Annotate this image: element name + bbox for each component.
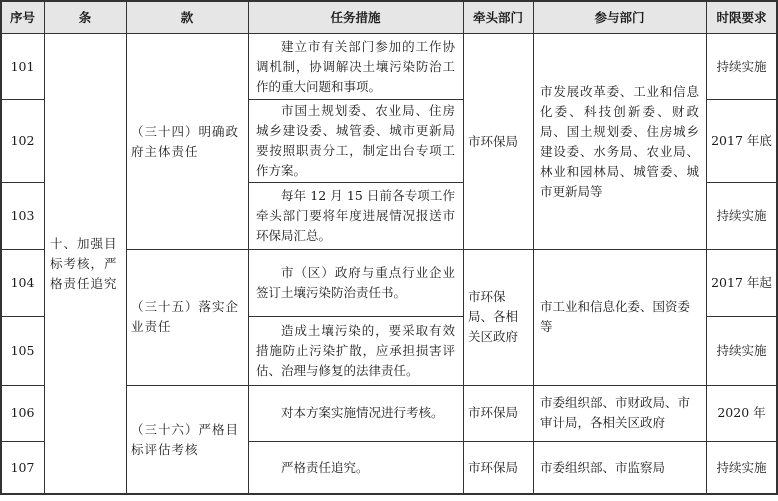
participants-106: 市委组织部、市财政局、市审计局，各相关区政府 [540, 395, 691, 430]
row-line-102-b [248, 182, 464, 183]
row-line-105-b [126, 385, 778, 386]
header-task: 任务措施 [248, 1, 463, 34]
task-104: 市（区）政府与重点行业企业签订土壤污染防治责任书。 [256, 264, 455, 300]
row-no-107: 107 [10, 459, 35, 475]
row-no-101: 101 [10, 58, 35, 74]
col-line-5 [533, 0, 534, 495]
row-no-103: 103 [10, 207, 35, 223]
deadline-107: 持续实施 [716, 459, 767, 475]
row-line-105-a [0, 385, 45, 386]
clause-34: （三十四）明确政府主体责任 [131, 123, 240, 159]
deadline-102: 2017 年底 [711, 132, 772, 148]
lead-group-2: 市环保局、各相关区政府 [468, 289, 519, 344]
row-line-104-a [0, 316, 45, 317]
header-participants: 参与部门 [533, 1, 706, 34]
task-107: 严格责任追究。 [281, 459, 369, 475]
participants-group-2: 市工业和信息化委、国资委等 [540, 299, 691, 334]
article-cell: 十、加强目标考核，严格责任追究 [50, 236, 118, 291]
col-line-2 [126, 0, 127, 495]
row-no-106: 106 [10, 405, 35, 420]
col-line-6 [706, 0, 707, 495]
row-line-106-b [248, 441, 778, 442]
header-divider [0, 33, 778, 34]
task-103: 每年 12 月 15 日前各专项工作牵头部门要将年度进展情况报送市环保局汇总。 [256, 187, 455, 243]
row-line-106-a [0, 441, 45, 442]
row-line-104-c [706, 316, 778, 317]
clause-35: （三十五）落实企业责任 [131, 299, 240, 334]
clause-36: （三十六）严格目标评估考核 [131, 421, 240, 457]
deadline-101: 持续实施 [716, 58, 767, 74]
col-line-4 [463, 0, 464, 495]
col-line-3 [248, 0, 249, 495]
row-no-102: 102 [10, 132, 35, 148]
deadline-106: 2020 年 [717, 405, 766, 420]
row-no-105: 105 [10, 342, 35, 358]
lead-107: 市环保局 [468, 459, 519, 475]
border-top [0, 0, 778, 2]
header-article: 条 [44, 1, 126, 34]
row-line-102-c [706, 182, 778, 183]
lead-group-1: 市环保局 [468, 133, 519, 149]
row-line-101-b [248, 99, 464, 100]
col-line-1 [44, 0, 45, 495]
header-no: 序号 [1, 1, 44, 34]
task-102: 市国土规划委、农业局、住房城乡建设委、城管委、城市更新局要按照职责分工，制定出台专项工作方案。 [256, 102, 455, 178]
deadline-104: 2017 年起 [711, 274, 772, 290]
row-line-102-a [0, 182, 45, 183]
header-clause: 款 [126, 1, 248, 34]
deadline-105: 持续实施 [716, 342, 767, 358]
row-line-101-c [706, 99, 778, 100]
border-bottom [0, 493, 778, 495]
task-105: 造成土壤污染的，要采取有效措施防止污染扩散，应承担损害评估、治理与修复的法律责任。 [256, 322, 455, 378]
row-no-104: 104 [10, 274, 35, 290]
row-line-104-b [248, 316, 464, 317]
header-deadline: 时限要求 [706, 1, 777, 34]
participants-group-1: 市发展改革委、工业和信息化委、科技创新委、财政局、国土规划委、住房城乡建设委、水务局、农业局、林业和园林局、城管委、城市更新局等 [540, 83, 699, 199]
task-106: 对本方案实施情况进行考核。 [281, 405, 444, 420]
deadline-103: 持续实施 [716, 207, 767, 223]
row-line-103-a [0, 249, 45, 250]
lead-106: 市环保局 [468, 405, 519, 420]
participants-107: 市委组织部、市监察局 [540, 459, 666, 475]
task-101: 建立市有关部门参加的工作协调机制，协调解决土壤污染防治工作的重大问题和事项。 [256, 38, 455, 94]
header-lead: 牵头部门 [463, 1, 533, 34]
row-line-103-b [126, 249, 778, 250]
row-line-101-a [0, 99, 45, 100]
border-left [0, 0, 2, 495]
